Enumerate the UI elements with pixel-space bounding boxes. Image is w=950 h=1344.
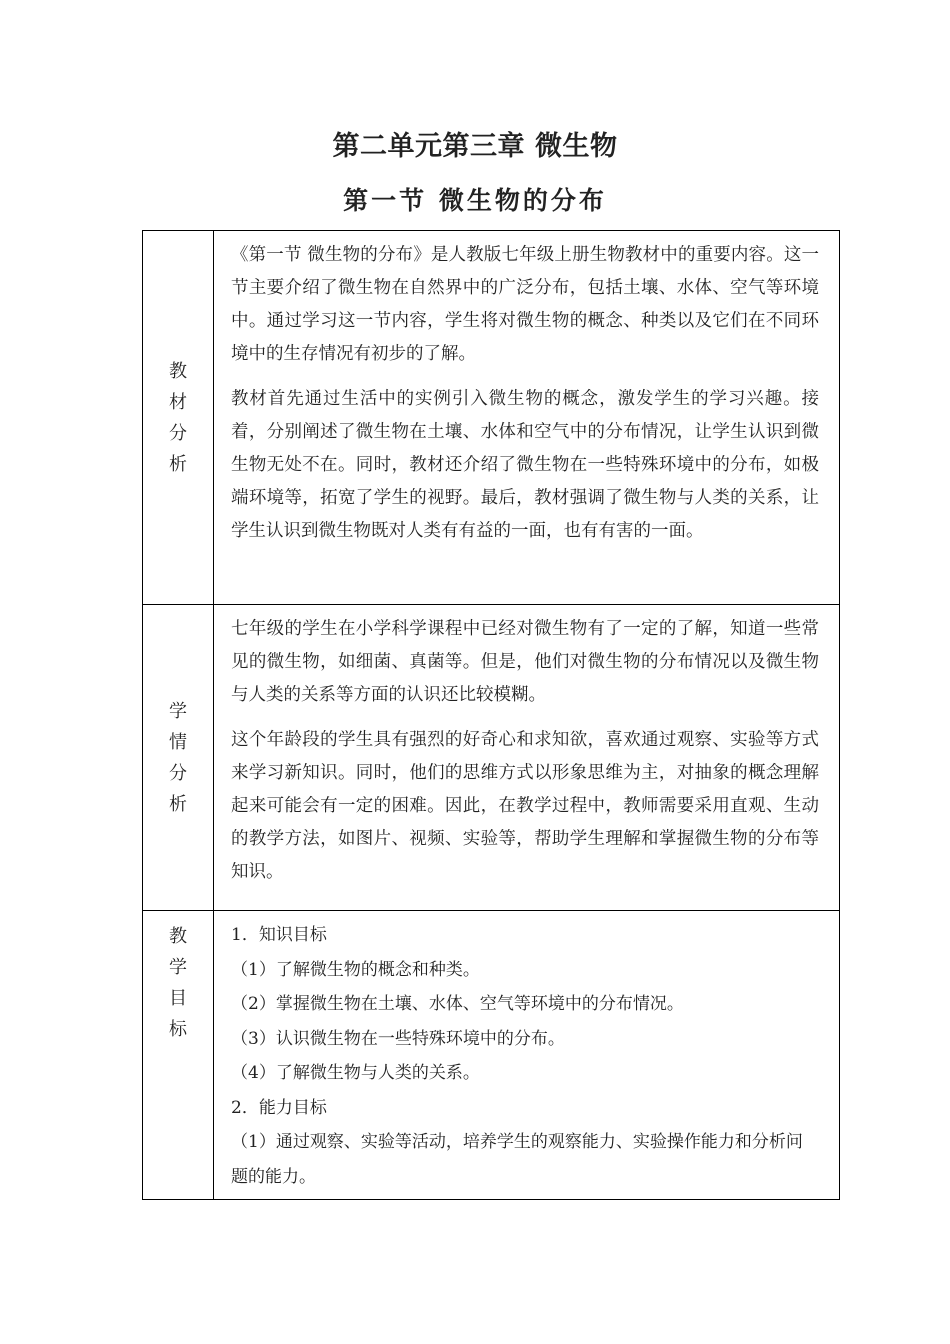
row-label-student-analysis — [143, 605, 214, 911]
section-title: 第一节 微生物的分布 — [343, 186, 607, 215]
student-analysis-content — [214, 605, 840, 911]
paragraph: 这个年龄段的学生具有强烈的好奇心和求知欲，喜欢通过观察、实验等方式来学习新知识。同时，他们的思维方式以形象思维为主，对抽象的概念理解起来可能会有一定的困难。因此，在教学过程中，教师需要采用直观、生动的教学方法，如图片、视频、实验等，帮助学生理解和掌握微生物的分布等知识。 — [231, 730, 819, 882]
goal-line: （1）通过观察、实验等活动，培养学生的观察能力、实验操作能力和分析问题的能力。 — [231, 1132, 803, 1187]
table-row-textbook-analysis — [143, 231, 840, 605]
textbook-analysis-content — [214, 231, 840, 605]
goal-line: 1．知识目标 — [231, 925, 327, 945]
label-text: 教 材 分 析 — [169, 360, 187, 475]
label-text: 教 学 目 标 — [169, 926, 187, 1040]
table-row-teaching-goals — [143, 911, 840, 1200]
table-row-student-analysis — [143, 605, 840, 911]
paragraph: 七年级的学生在小学科学课程中已经对微生物有了一定的了解，知道一些常见的微生物，如细菌、真菌等。但是，他们对微生物的分布情况以及微生物与人类的关系等方面的认识还比较模糊。 — [231, 619, 819, 705]
row-label-textbook-analysis — [143, 231, 214, 605]
goal-line: （3）认识微生物在一些特殊环境中的分布。 — [231, 1028, 565, 1049]
row-label-teaching-goals — [143, 911, 214, 1200]
goal-line: （1）了解微生物的概念和种类。 — [231, 959, 480, 980]
goal-line: （4）了解微生物与人类的关系。 — [231, 1063, 480, 1083]
paragraph: 《第一节 微生物的分布》是人教版七年级上册生物教材中的重要内容。这一节主要介绍了微生物在自然界中的广泛分布，包括土壤、水体、空气等环境中。通过学习这一节内容，学生将对微生物的概念、种类以及它们在不同环境中的生存情况有初步的了解。 — [231, 245, 819, 364]
lesson-plan-table — [142, 230, 840, 1200]
goal-line: 2．能力目标 — [231, 1097, 327, 1118]
teaching-goals-content — [214, 911, 840, 1200]
label-text: 学 情 分 析 — [169, 700, 187, 815]
paragraph: 教材首先通过生活中的实例引入微生物的概念，激发学生的学习兴趣。接着，分别阐述了微生物在土壤、水体和空气中的分布情况，让学生认识到微生物无处不在。同时，教材还介绍了微生物在一些特殊环境中的分布，如极端环境等，拓宽了学生的视野。最后，教材强调了微生物与人类的关系，让学生认识到微生物既对人类有有益的一面，也有有害的一面。 — [231, 389, 819, 541]
goal-line: （2）掌握微生物在土壤、水体、空气等环境中的分布情况。 — [231, 994, 684, 1014]
document-title: 第二单元第三章 微生物 — [332, 131, 618, 162]
